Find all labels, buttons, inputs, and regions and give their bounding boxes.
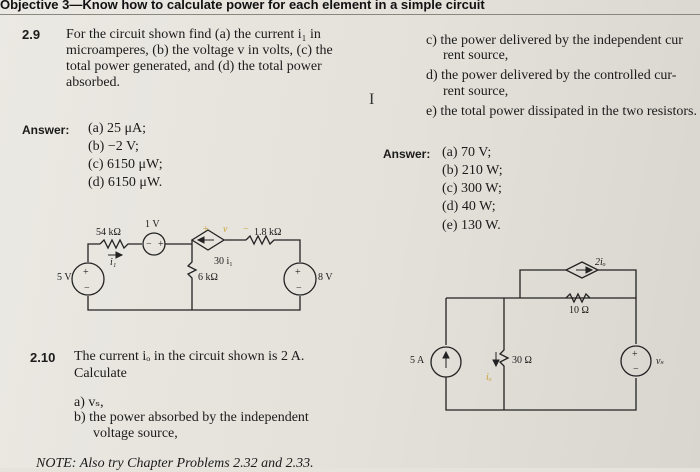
chapter-note: NOTE: Also try Chapter Problems 2.32 and 2.33. [36, 456, 314, 471]
label-v-minus: − [243, 224, 249, 235]
problem-2-10-line-2: Calculate [74, 366, 127, 381]
problem-2-10-item-b-1: b) the power absorbed by the independent [74, 410, 309, 425]
problem-2-9-line-4: absorbed. [66, 75, 121, 90]
svg-text:−: − [296, 283, 302, 294]
problem-2-10-line-1: The current iₒ in the circuit shown is 2 A. [74, 349, 305, 364]
resistor-54k [100, 240, 142, 248]
problem-2-10-item-a: a) vₛ, [74, 395, 104, 410]
problem-2-9-line-3: total power generated, and (d) the total power [66, 59, 322, 74]
wire-top-2-10 [446, 298, 636, 344]
answer-label-right: Answer: [383, 147, 431, 161]
problem-number-2-10: 2.10 [30, 350, 56, 365]
problem-2-9-line-1: For the circuit shown find (a) the current i₁ in [66, 27, 321, 42]
dependent-source-2io-arrow [586, 267, 592, 273]
label-5a: 5 A [410, 355, 425, 366]
part-e-line: e) the total power dissipated in the two resistors. [426, 104, 697, 119]
answer-right-a: (a) 70 V; [442, 145, 492, 160]
answer-right-b: (b) 210 W; [442, 163, 503, 178]
objective-heading: Objective 3—Know how to calculate power for each element in a simple circuit [0, 0, 485, 12]
problem-2-9-line-2: microamperes, (b) the voltage v in volts, (c) the [66, 43, 333, 58]
label-5v: 5 V [57, 272, 72, 283]
svg-text:+: + [83, 267, 89, 278]
problem-2-10-item-b-2: voltage source, [93, 426, 178, 441]
resistor-30-ohm [500, 298, 508, 410]
svg-text:−: − [633, 364, 639, 375]
svg-text:+: + [632, 349, 638, 360]
text-cursor-icon: I [369, 91, 375, 108]
label-vs: vₛ [656, 356, 664, 367]
answer-right-d: (d) 40 W; [442, 199, 496, 214]
resistor-6k [188, 240, 196, 310]
current-io-arrow [493, 360, 499, 366]
dependent-source-arrow [198, 237, 204, 243]
wire-5v-top [88, 244, 100, 262]
svg-text:−: − [84, 283, 90, 294]
label-io: iₒ [486, 372, 492, 383]
answer-2-9-a: (a) 25 μA; [88, 121, 147, 136]
label-30-ohm: 30 Ω [512, 355, 532, 366]
resistor-1-8k [246, 236, 300, 262]
part-c-line-2: rent source, [443, 48, 509, 63]
svg-text:−: − [146, 239, 152, 250]
wire-bottom [88, 296, 300, 310]
current-i1-arrow [116, 252, 122, 258]
svg-text:+: + [158, 239, 164, 250]
label-1-8k: 1.8 kΩ [254, 227, 282, 238]
label-v-plus: + [203, 224, 209, 235]
label-1v: 1 V [145, 219, 160, 230]
label-54k: 54 kΩ [96, 227, 121, 238]
label-i1: i₁ [110, 257, 117, 268]
part-d-line-2: rent source, [443, 84, 509, 99]
label-v: v [223, 224, 228, 235]
answer-2-9-b: (b) −2 V; [88, 139, 139, 154]
circuit-2-10-diagram [431, 262, 651, 410]
part-d-line-1: d) the power delivered by the controlled cur- [426, 68, 677, 83]
current-5a-arrow [443, 352, 449, 358]
label-6k: 6 kΩ [198, 272, 218, 283]
svg-text:+: + [295, 267, 301, 278]
answer-right-e: (e) 130 W. [442, 218, 501, 233]
answer-2-9-d: (d) 6150 μW. [88, 175, 163, 190]
answer-2-9-c: (c) 6150 μW; [88, 157, 163, 172]
problem-number-2-9: 2.9 [22, 27, 41, 42]
label-2io: 2iₒ [595, 257, 606, 268]
part-c-line-1: c) the power delivered by the independent cur [426, 33, 683, 48]
answer-right-c: (c) 300 W; [442, 181, 502, 196]
label-8v: 8 V [318, 272, 333, 283]
label-30i1: 30 i₁ [214, 256, 233, 267]
answer-label-2-9: Answer: [22, 123, 70, 137]
wire-bottom-2-10 [446, 377, 636, 410]
label-10-ohm: 10 Ω [569, 305, 589, 316]
